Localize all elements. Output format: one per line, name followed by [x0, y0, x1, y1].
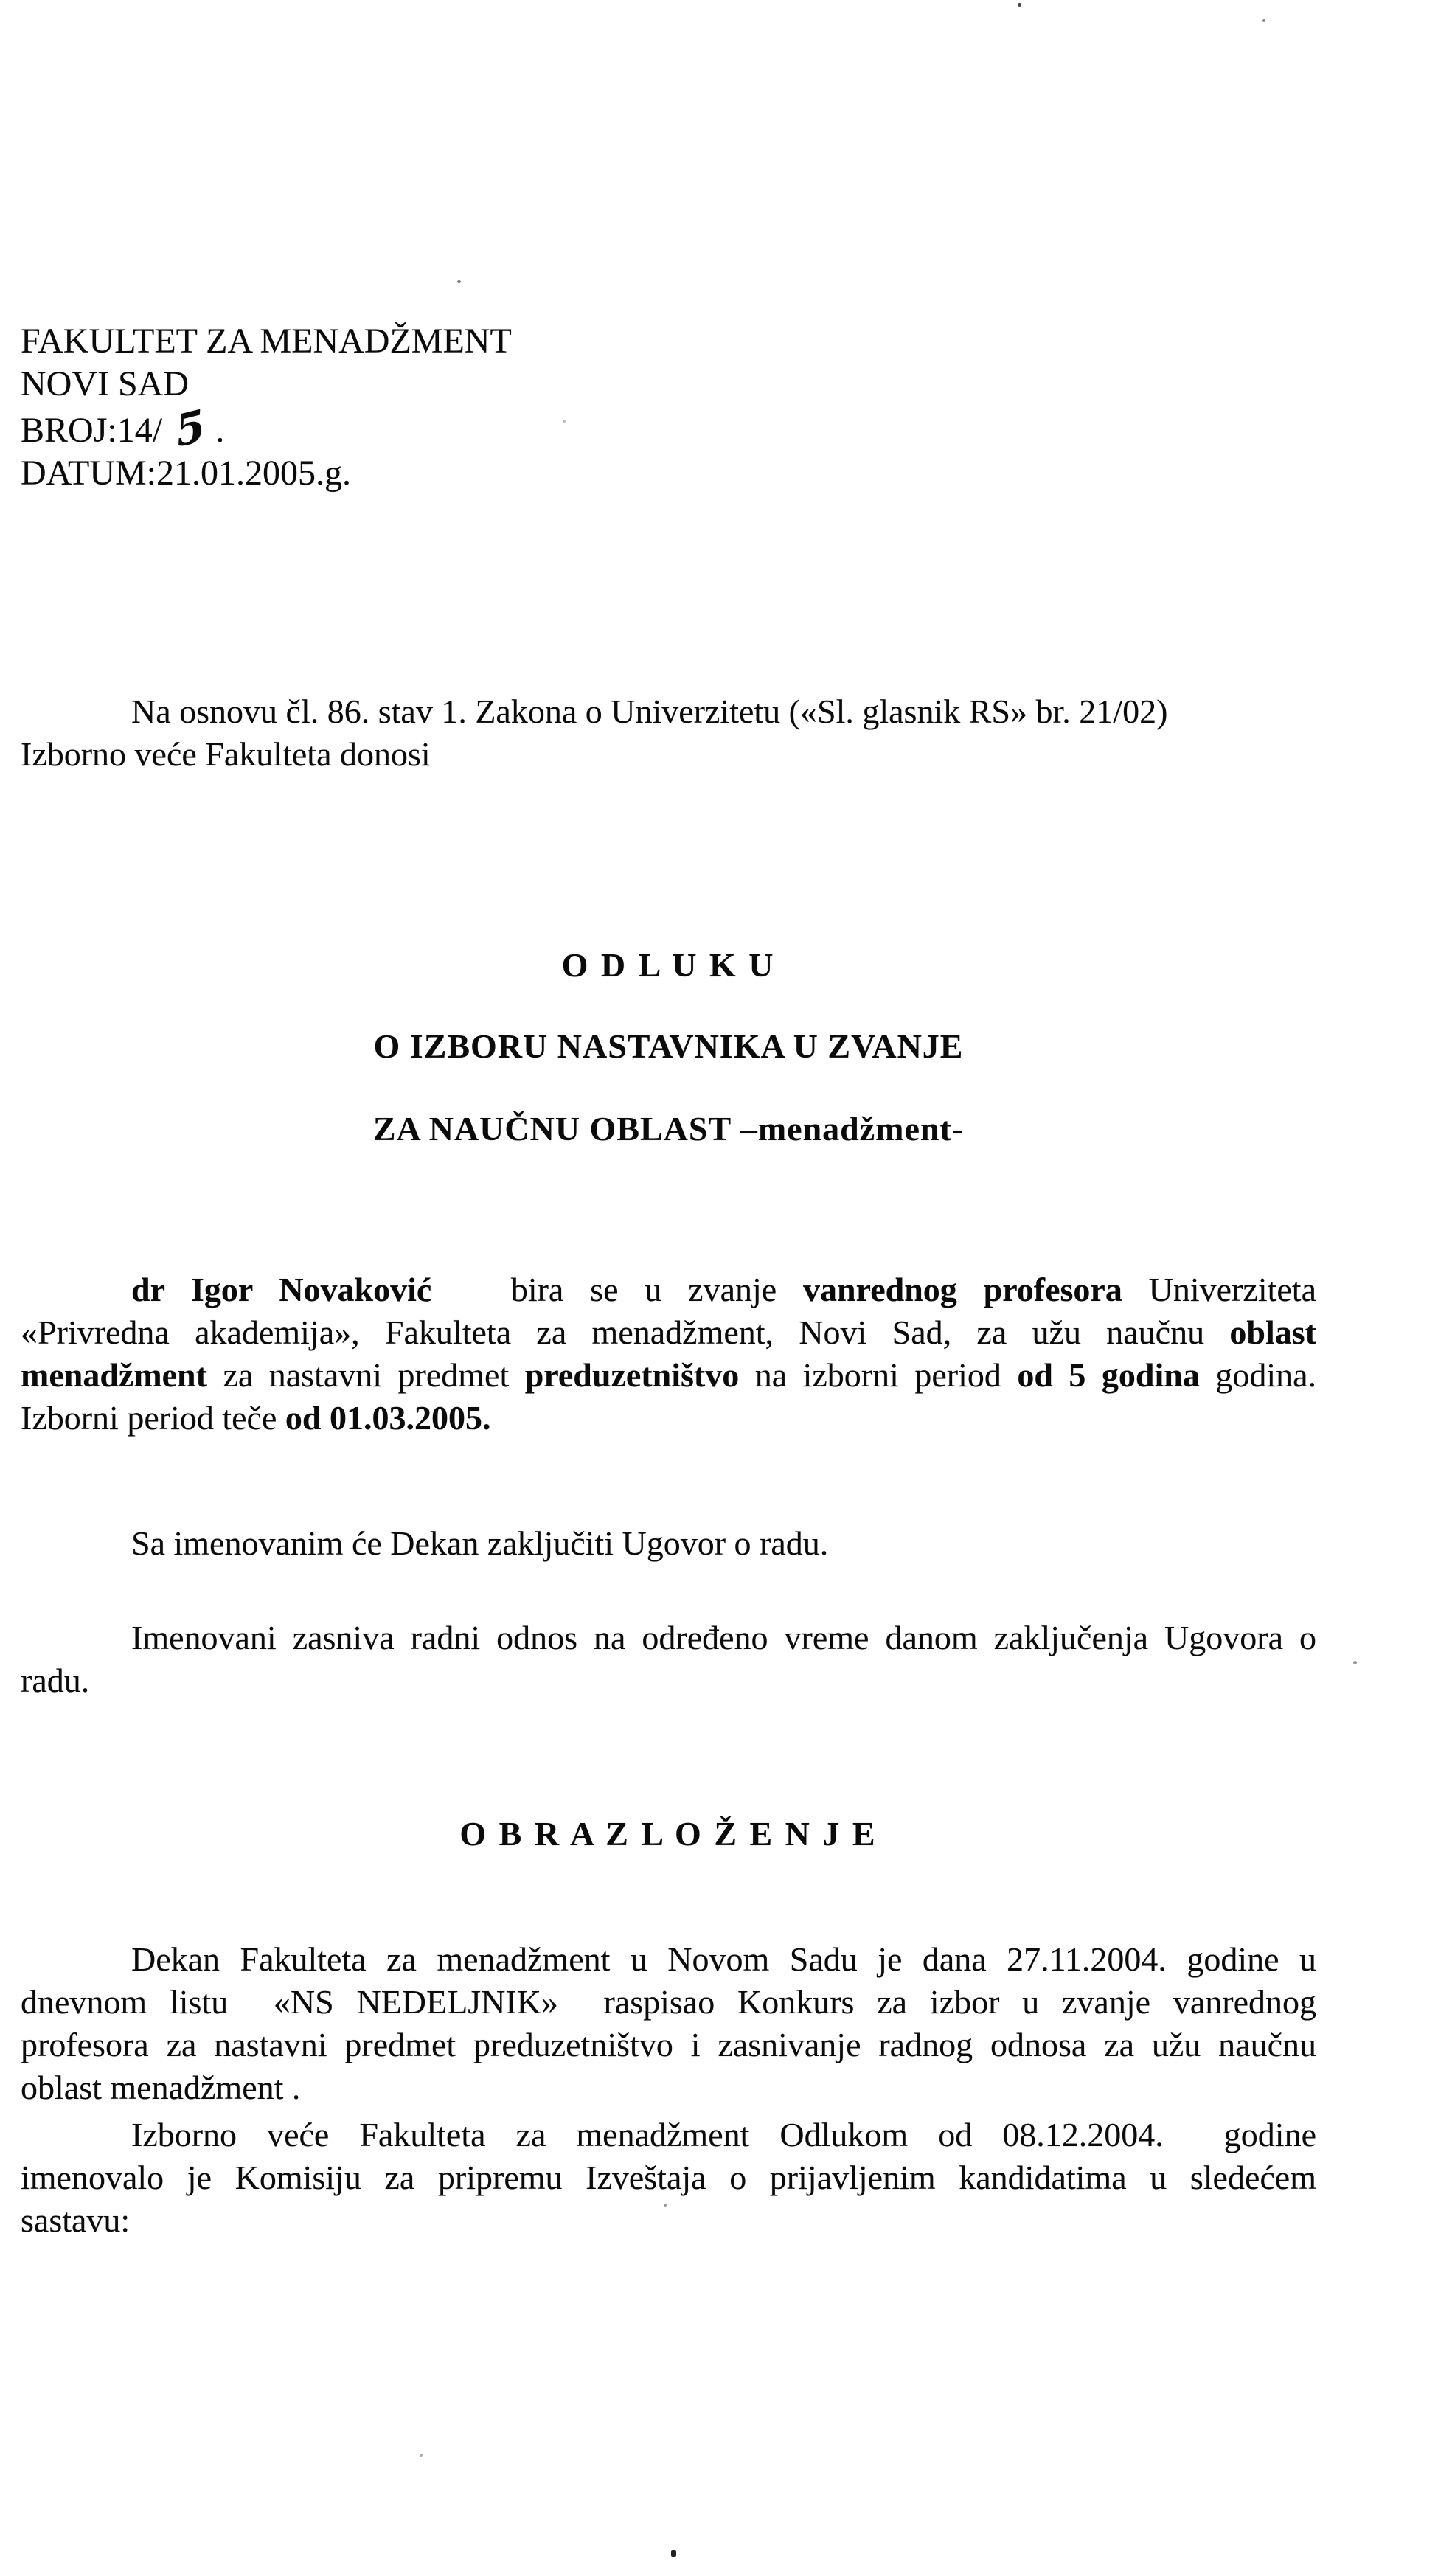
letterhead-faculty-name: FAKULTET ZA MENADŽMENT [21, 322, 512, 361]
text-run: Izborni period teče [21, 1399, 285, 1437]
contract-paragraph [21, 1522, 1316, 1565]
text-line [21, 690, 1316, 733]
text-run: Dekan Fakulteta za menadžment u Novom Sadu je dana 27.11.2004. godine u [131, 1940, 1316, 1978]
decision-title: O D L U K U [561, 946, 776, 984]
text-run: «Privredna akademija», Fakulteta za menadžment, Novi Sad, za užu naučnu [21, 1313, 1230, 1351]
text-line [21, 1522, 1316, 1565]
scan-speck [671, 2550, 676, 2557]
text-run: Na osnovu čl. 86. stav 1. Zakona o Univerzitetu («Sl. glasnik RS» br. 21/02) [131, 692, 1168, 730]
scan-speck [420, 2454, 423, 2457]
handwritten-number: 5 [172, 400, 209, 457]
employment-paragraph [21, 1617, 1316, 1702]
text-line [21, 1397, 1316, 1440]
decision-subtitle-election: O IZBORU NASTAVNIKA U ZVANJE [373, 1027, 964, 1065]
decision-paragraph [21, 1268, 1316, 1440]
text-line [21, 1354, 1316, 1397]
text-line [21, 1981, 1316, 2024]
text-run: Sa imenovanim će Dekan zaključiti Ugovor o radu. [131, 1524, 829, 1562]
text-run: bira se u zvanje [431, 1271, 804, 1308]
text-run: dnevnom listu «NS NEDELJNIK» raspisao Konkurs za izbor u zvanje vanrednog [21, 1983, 1316, 2021]
scan-speck [1018, 3, 1021, 7]
text-run: Izborno veće Fakulteta donosi [21, 735, 431, 773]
text-run: profesora za nastavni predmet preduzetništvo i zasnivanje radnog odnosa za užu naučnu [21, 2026, 1316, 2063]
text-line [21, 1938, 1316, 1981]
letterhead [21, 320, 1316, 495]
letterhead-city: NOVI SAD [21, 364, 189, 403]
text-run: oblast [1229, 1313, 1316, 1351]
text-run: sastavu: [21, 2201, 131, 2239]
text-run: oblast menadžment . [21, 2069, 301, 2106]
text-line [21, 2024, 1316, 2066]
text-run: imenovalo je Komisiju za pripremu Izveštaja o prijavljenim kandidatima u sledećem [21, 2159, 1316, 2196]
text-run: Imenovani zasniva radni odnos na određeno vreme danom zaključenja Ugovora o [131, 1619, 1316, 1656]
commission-paragraph [21, 2114, 1316, 2242]
text-run: godina. [1199, 1356, 1317, 1394]
text-line [21, 2199, 1316, 2242]
text-line [21, 1311, 1316, 1354]
text-line [21, 1268, 1316, 1311]
preamble-paragraph [21, 690, 1316, 776]
text-run: od 01.03.2005. [285, 1399, 491, 1437]
text-line [21, 1617, 1316, 1659]
text-line [21, 2066, 1316, 2109]
scan-speck [563, 420, 566, 423]
scan-speck [664, 2204, 667, 2207]
text-run: Izborno veće Fakulteta za menadžment Odlukom od 08.12.2004. godine [131, 2116, 1316, 2153]
text-run: vanrednog profesora [803, 1271, 1122, 1308]
text-run: na izborni period [739, 1356, 1018, 1394]
text-run: od 5 godina [1017, 1356, 1200, 1394]
text-line [21, 2156, 1316, 2199]
text-line [21, 2114, 1316, 2156]
text-line [21, 1659, 1316, 1702]
explanation-title: O B R A Z L O Ž E N J E [459, 1815, 878, 1853]
competition-paragraph [21, 1938, 1316, 2109]
letterhead-number-line [21, 400, 1316, 457]
text-run: za nastavni predmet [206, 1356, 525, 1394]
scan-speck [1262, 19, 1265, 22]
letterhead-date-line: DATUM:21.01.2005.g. [21, 454, 352, 493]
number-period: . [215, 411, 225, 450]
text-run: preduzetništvo [524, 1356, 740, 1394]
text-run: menadžment [21, 1356, 207, 1394]
decision-subtitle-field: ZA NAUČNU OBLAST –menadžment- [372, 1110, 965, 1148]
text-run: radu. [21, 1662, 90, 1699]
text-run: Univerziteta [1122, 1271, 1317, 1308]
text-run: dr Igor Novaković [131, 1271, 432, 1308]
scan-speck [1353, 1661, 1357, 1664]
text-line [21, 733, 1316, 776]
number-label: BROJ:14/ [21, 411, 163, 450]
scan-speck [457, 280, 461, 283]
